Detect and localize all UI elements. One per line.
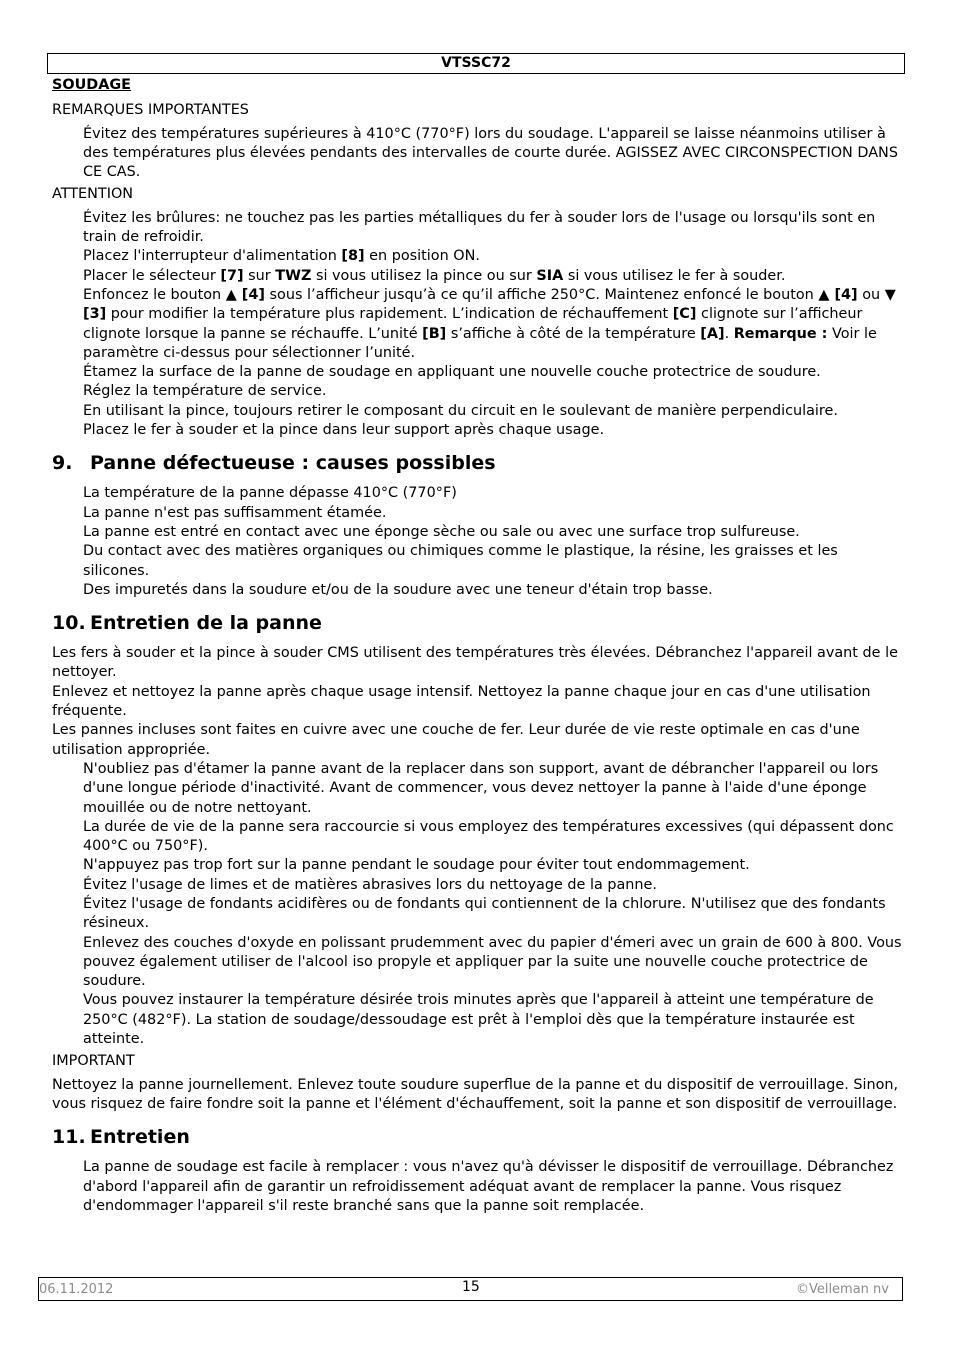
list-item: La température de la panne dépasse 410°C (770°F) <box>83 485 457 502</box>
section-11-heading <box>52 1126 904 1148</box>
remarques-label: REMARQUES IMPORTANTES <box>52 102 249 119</box>
attention-item-1: Évitez les brûlures: ne touchez pas les parties métalliques du fer à souder lors de l'usage ou lorsqu'ils sont en train de refroidir. <box>83 209 876 246</box>
paragraph: Les fers à souder et la pince à souder CMS utilisent des températures très élevées. Débranchez l'appareil avant de le nettoyer. <box>52 645 898 681</box>
list-item: Enlevez des couches d'oxyde en polissant prudemment avec du papier d'émeri avec un grain de 600 à 800. Vous pouvez également utiliser de l'alcool iso propyle et appliquer par la suite une nouvelle couche protectrice de soudure. <box>83 934 902 990</box>
attention-item-4: Enfoncez le bouton ▲ [4] sous l’afficheur jusqu’à ce qu’il affiche 250°C. Maintenez enfoncé le bouton ▲ [4] ou ▼ [3] pour modifier la température plus rapidement. L’indication de réchauffement [C] clignote sur l’afficheur clignote lorsque la panne se réchauffe. L’unité [B] s’affiche à côté de la température [A]. Remarque : Voir le paramètre ci-dessus pour sélectionner l’unité. <box>83 286 896 361</box>
section-9-title: Panne défectueuse : causes possibles <box>90 452 496 475</box>
section-11-number: 11. <box>52 1126 86 1149</box>
attention-item-5: Étamez la surface de la panne de soudage en appliquant une nouvelle couche protectrice de soudure. <box>83 364 821 381</box>
section-11-title: Entretien <box>90 1126 190 1149</box>
list-item: Du contact avec des matières organiques ou chimiques comme le plastique, la résine, les graisses et les silicones. <box>83 543 838 579</box>
attention-label: ATTENTION <box>52 186 134 203</box>
attention-item-3: Placer le sélecteur [7] sur TWZ si vous utilisez la pince ou sur SIA si vous utilisez le fer à souder. <box>83 267 786 284</box>
section-9-heading <box>52 452 904 474</box>
page-content <box>52 76 904 1216</box>
attention-item-7: En utilisant la pince, toujours retirer le composant du circuit en le soulevant de manière perpendiculaire. <box>83 402 838 419</box>
page-footer <box>38 1277 903 1301</box>
important-label: IMPORTANT <box>52 1053 135 1070</box>
list-item: N'oubliez pas d'étamer la panne avant de la replacer dans son support, avant de débrancher l'appareil ou lors d'une longue période d'inactivité. Avant de commencer, vous devez nettoyer la panne à l'aide d'une éponge mouillée ou de notre nettoyant. <box>83 760 879 816</box>
list-item: La panne est entré en contact avec une éponge sèche ou sale ou avec une surface trop sulfureuse. <box>83 523 800 540</box>
list-item: Évitez l'usage de fondants acidifères ou de fondants qui contiennent de la chlorure. N'utilisez que des fondants résineux. <box>83 895 886 932</box>
remarques-text: Évitez des températures supérieures à 410°C (770°F) lors du soudage. L'appareil se laisse néanmoins utiliser à des températures plus élevées pendants des intervalles de courte durée. AGISSEZ AVEC CIRCONSPECTION DANS CE CAS. <box>83 125 898 181</box>
attention-item-8: Placez le fer à souder et la pince dans leur support après chaque usage. <box>83 422 605 439</box>
section-9-number: 9. <box>52 452 73 475</box>
list-item: N'appuyez pas trop fort sur la panne pendant le soudage pour éviter tout endommagement. <box>83 857 750 874</box>
attention-item-6: Réglez la température de service. <box>83 383 327 400</box>
list-item: Vous pouvez instaurer la température désirée trois minutes après que l'appareil à atteint une température de 250°C (482°F). La station de soudage/dessoudage est prêt à l'emploi dès que la température instaurée est atteinte. <box>83 992 874 1048</box>
section-10-heading <box>52 612 904 634</box>
section-10-title: Entretien de la panne <box>90 612 322 635</box>
footer-date: 06.11.2012 <box>39 1282 114 1297</box>
page-number: 15 <box>462 1279 480 1295</box>
paragraph: Enlevez et nettoyez la panne après chaque usage intensif. Nettoyez la panne chaque jour en cas d'une utilisation fréquente. <box>52 683 871 720</box>
important-text: Nettoyez la panne journellement. Enlevez toute soudure superflue de la panne et du dispositif de verrouillage. Sinon, vous risquez de faire fondre soit la panne et l'élément d'échauffement, soit la panne et son dispositif de verrouillage. <box>52 1076 899 1112</box>
model-name: VTSSC72 <box>441 55 511 71</box>
list-item: Des impuretés dans la soudure et/ou de la soudure avec une teneur d'étain trop basse. <box>83 581 713 598</box>
section-10-number: 10. <box>52 612 86 635</box>
section-11-text: La panne de soudage est facile à remplacer : vous n'avez qu'à dévisser le dispositif de verrouillage. Débranchez d'abord l'appareil afin de garantir un refroidissement adéquat avant de remplacer la panne. Vous risquez d'endommager l'appareil s'il reste branché sans que la panne soit remplacée. <box>83 1159 894 1214</box>
attention-item-2: Placez l'interrupteur d'alimentation [8] en position ON. <box>83 248 480 265</box>
list-item: La durée de vie de la panne sera raccourcie si vous employez des températures excessives (qui dépassent donc 400°C ou 750°F). <box>83 818 894 855</box>
footer-copyright: ©Velleman nv <box>795 1282 889 1297</box>
list-item: Évitez l'usage de limes et de matières abrasives lors du nettoyage de la panne. <box>83 876 657 893</box>
paragraph: Les pannes incluses sont faites en cuivre avec une couche de fer. Leur durée de vie reste optimale en cas d'une utilisation appropriée. <box>52 722 860 758</box>
document-header <box>47 53 905 74</box>
list-item: La panne n'est pas suffisamment étamée. <box>83 504 387 521</box>
soudage-title: SOUDAGE <box>52 77 132 93</box>
